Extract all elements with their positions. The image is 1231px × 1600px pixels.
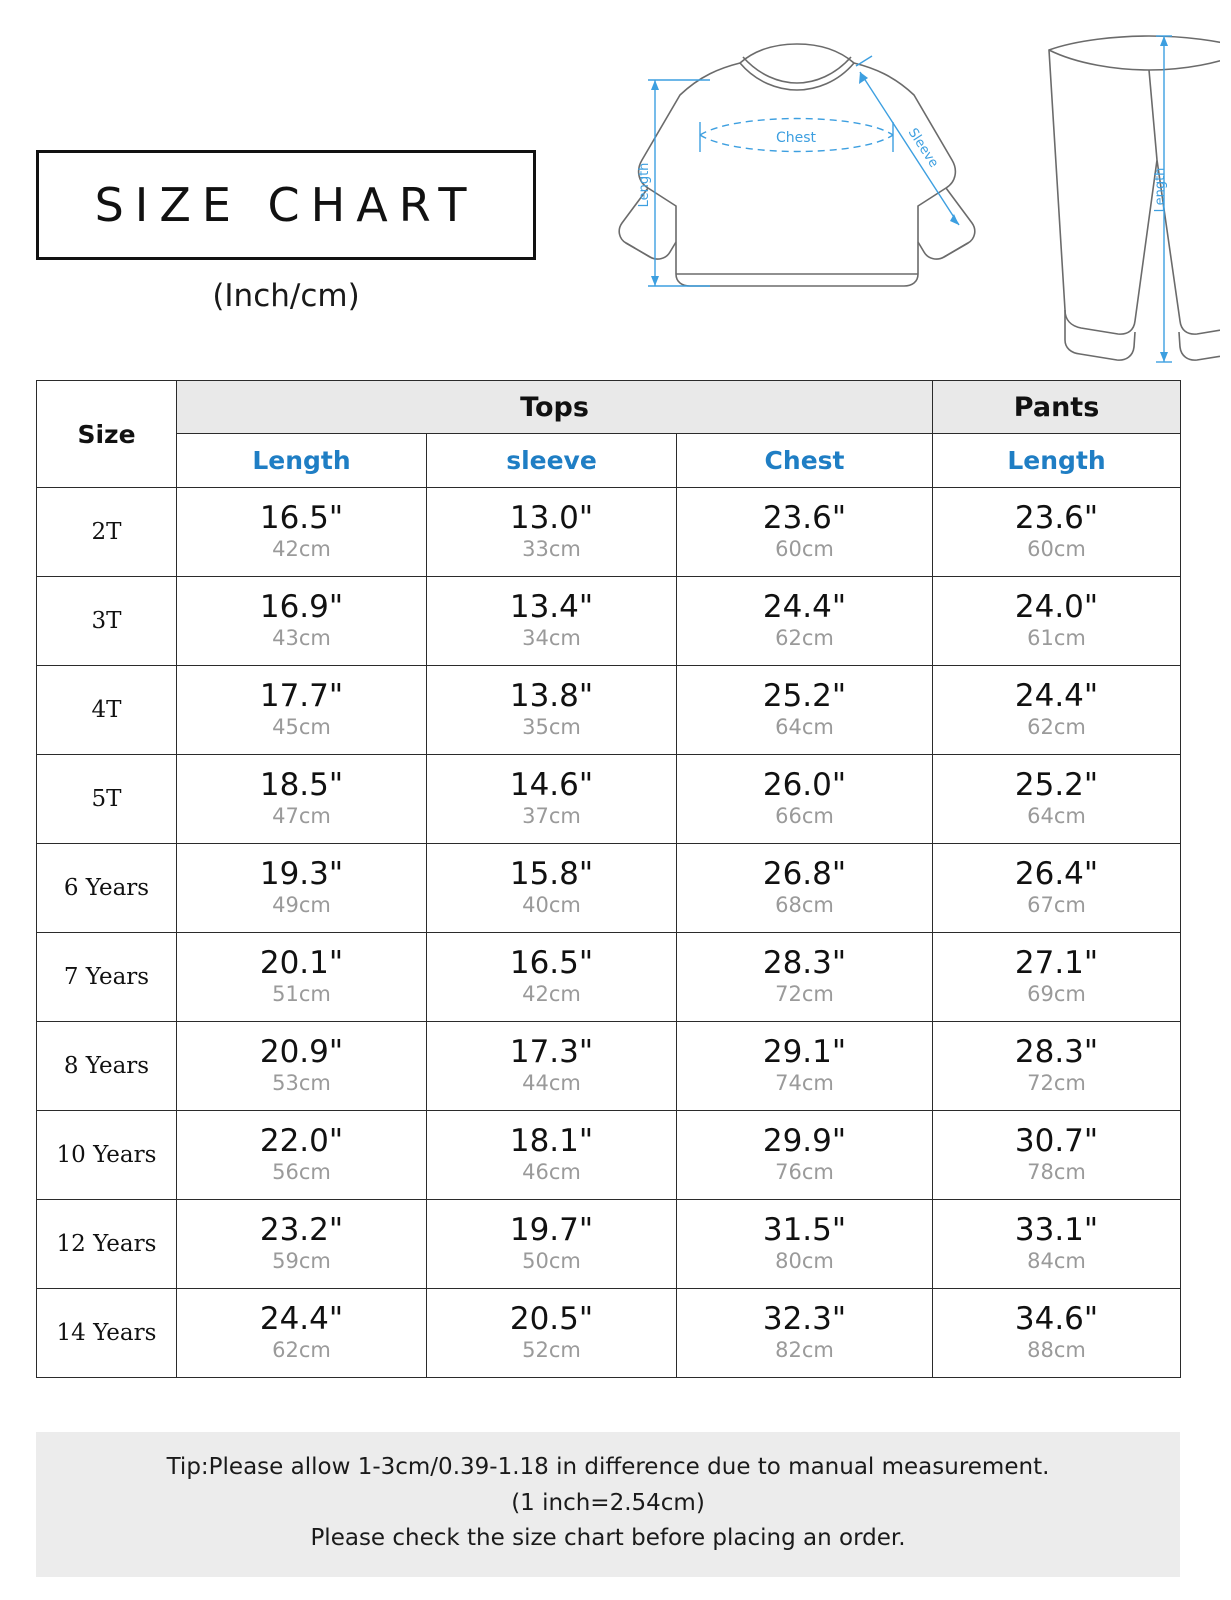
cell-tops-sleeve: [427, 1022, 677, 1111]
value-cm: 42cm: [272, 537, 331, 562]
value-inch: 25.2": [1014, 766, 1099, 803]
value-cm: 42cm: [522, 982, 581, 1007]
cell-tops-chest: [677, 1022, 933, 1111]
cell-tops-sleeve: [427, 577, 677, 666]
value-inch: 16.5": [509, 944, 594, 981]
diagram-chest-label: Chest: [775, 130, 817, 146]
cell-tops-length: [177, 1289, 427, 1378]
measurement-note: [36, 1432, 1180, 1577]
cell-tops-sleeve: [427, 844, 677, 933]
value-inch: 26.8": [762, 855, 847, 892]
value-inch: 23.6": [762, 499, 847, 536]
cell-tops-chest: [677, 666, 933, 755]
value-inch: 27.1": [1014, 944, 1099, 981]
row-size: 8 Years: [37, 1022, 177, 1111]
row-size: 7 Years: [37, 933, 177, 1022]
cell-pants-length: [933, 488, 1181, 577]
row-size: 14 Years: [37, 1289, 177, 1378]
diagram-top-length-label: Length: [637, 162, 652, 208]
value-cm: 82cm: [775, 1338, 834, 1363]
value-inch: 26.4": [1014, 855, 1099, 892]
value-cm: 40cm: [522, 893, 581, 918]
cell-pants-length: [933, 1200, 1181, 1289]
value-cm: 49cm: [272, 893, 331, 918]
value-inch: 20.1": [259, 944, 344, 981]
value-cm: 43cm: [272, 626, 331, 651]
row-size: 2T: [37, 488, 177, 577]
value-cm: 60cm: [775, 537, 834, 562]
value-cm: 33cm: [522, 537, 581, 562]
page-title: [36, 150, 536, 260]
value-cm: 59cm: [272, 1249, 331, 1274]
value-inch: 18.5": [259, 766, 344, 803]
cell-tops-sleeve: [427, 666, 677, 755]
cell-tops-sleeve: [427, 933, 677, 1022]
value-inch: 19.3": [259, 855, 344, 892]
row-size: 10 Years: [37, 1111, 177, 1200]
value-cm: 80cm: [775, 1249, 834, 1274]
value-cm: 64cm: [1027, 804, 1086, 829]
cell-tops-chest: [677, 1289, 933, 1378]
header-tops-sleeve: sleeve: [427, 434, 677, 488]
value-inch: 25.2": [762, 677, 847, 714]
value-cm: 78cm: [1027, 1160, 1086, 1185]
value-cm: 66cm: [775, 804, 834, 829]
cell-pants-length: [933, 666, 1181, 755]
header-tops-length: Length: [177, 434, 427, 488]
cell-tops-chest: [677, 1111, 933, 1200]
row-size: 5T: [37, 755, 177, 844]
value-inch: 17.3": [509, 1033, 594, 1070]
cell-tops-length: [177, 1022, 427, 1111]
value-cm: 74cm: [775, 1071, 834, 1096]
value-inch: 18.1": [509, 1122, 594, 1159]
table-row: [37, 844, 1181, 933]
cell-tops-chest: [677, 577, 933, 666]
header-tops-chest: Chest: [677, 434, 933, 488]
header-group-tops: Tops: [177, 381, 933, 434]
units-label: (Inch/cm): [212, 278, 360, 314]
value-inch: 24.4": [259, 1300, 344, 1337]
value-inch: 22.0": [259, 1122, 344, 1159]
note-line-3: Please check the size chart before placing an order.: [310, 1525, 906, 1552]
value-cm: 67cm: [1027, 893, 1086, 918]
value-cm: 34cm: [522, 626, 581, 651]
cell-tops-chest: [677, 844, 933, 933]
value-cm: 50cm: [522, 1249, 581, 1274]
cell-pants-length: [933, 933, 1181, 1022]
cell-pants-length: [933, 755, 1181, 844]
value-inch: 17.7": [259, 677, 344, 714]
row-size: 6 Years: [37, 844, 177, 933]
cell-tops-chest: [677, 488, 933, 577]
row-size: 3T: [37, 577, 177, 666]
cell-tops-length: [177, 933, 427, 1022]
cell-tops-length: [177, 1111, 427, 1200]
value-cm: 45cm: [272, 715, 331, 740]
value-inch: 23.6": [1014, 499, 1099, 536]
table-row: [37, 933, 1181, 1022]
value-inch: 34.6": [1014, 1300, 1099, 1337]
value-inch: 24.4": [1014, 677, 1099, 714]
diagram-sleeve-label: Sleeve: [904, 125, 942, 171]
value-inch: 19.7": [509, 1211, 594, 1248]
value-cm: 46cm: [522, 1160, 581, 1185]
cell-tops-chest: [677, 1200, 933, 1289]
table-header-groups: [37, 381, 1181, 434]
value-inch: 20.5": [509, 1300, 594, 1337]
value-inch: 29.1": [762, 1033, 847, 1070]
value-inch: 13.0": [509, 499, 594, 536]
diagram-pants-length-label: Length: [1153, 167, 1168, 213]
value-cm: 72cm: [1027, 1071, 1086, 1096]
value-cm: 60cm: [1027, 537, 1086, 562]
header-pants-length: Length: [933, 434, 1181, 488]
cell-tops-sleeve: [427, 1200, 677, 1289]
value-cm: 47cm: [272, 804, 331, 829]
value-cm: 62cm: [272, 1338, 331, 1363]
value-cm: 76cm: [775, 1160, 834, 1185]
table-header-columns: [37, 434, 1181, 488]
row-size: 4T: [37, 666, 177, 755]
table-row: [37, 1289, 1181, 1378]
cell-tops-length: [177, 1200, 427, 1289]
value-inch: 28.3": [1014, 1033, 1099, 1070]
value-inch: 16.9": [259, 588, 344, 625]
header-size: Size: [37, 381, 177, 488]
cell-tops-sleeve: [427, 1111, 677, 1200]
value-cm: 61cm: [1027, 626, 1086, 651]
value-inch: 32.3": [762, 1300, 847, 1337]
cell-tops-sleeve: [427, 488, 677, 577]
cell-tops-length: [177, 577, 427, 666]
value-cm: 44cm: [522, 1071, 581, 1096]
value-inch: 24.0": [1014, 588, 1099, 625]
cell-pants-length: [933, 1022, 1181, 1111]
value-inch: 29.9": [762, 1122, 847, 1159]
cell-tops-sleeve: [427, 755, 677, 844]
table-row: [37, 755, 1181, 844]
value-cm: 72cm: [775, 982, 834, 1007]
value-inch: 13.8": [509, 677, 594, 714]
size-chart-table: [36, 380, 1181, 1378]
garment-svg: [560, 10, 1220, 370]
cell-tops-chest: [677, 933, 933, 1022]
cell-pants-length: [933, 577, 1181, 666]
value-inch: 23.2": [259, 1211, 344, 1248]
table-row: [37, 666, 1181, 755]
value-cm: 62cm: [775, 626, 834, 651]
table-row: [37, 577, 1181, 666]
value-cm: 69cm: [1027, 982, 1086, 1007]
value-cm: 52cm: [522, 1338, 581, 1363]
value-cm: 68cm: [775, 893, 834, 918]
cell-pants-length: [933, 1289, 1181, 1378]
value-cm: 51cm: [272, 982, 331, 1007]
value-inch: 20.9": [259, 1033, 344, 1070]
row-size: 12 Years: [37, 1200, 177, 1289]
value-inch: 16.5": [259, 499, 344, 536]
value-cm: 35cm: [522, 715, 581, 740]
value-cm: 88cm: [1027, 1338, 1086, 1363]
cell-tops-sleeve: [427, 1289, 677, 1378]
table-row: [37, 1022, 1181, 1111]
garment-diagrams: [560, 10, 1220, 370]
header-group-pants: Pants: [933, 381, 1181, 434]
cell-tops-chest: [677, 755, 933, 844]
value-cm: 64cm: [775, 715, 834, 740]
cell-tops-length: [177, 488, 427, 577]
cell-tops-length: [177, 844, 427, 933]
value-inch: 15.8": [509, 855, 594, 892]
cell-tops-length: [177, 666, 427, 755]
value-inch: 30.7": [1014, 1122, 1099, 1159]
value-cm: 62cm: [1027, 715, 1086, 740]
table-row: [37, 488, 1181, 577]
value-inch: 24.4": [762, 588, 847, 625]
page-title-text: SIZE CHART: [94, 178, 478, 232]
header: [0, 0, 1231, 370]
value-inch: 13.4": [509, 588, 594, 625]
value-cm: 53cm: [272, 1071, 331, 1096]
value-cm: 56cm: [272, 1160, 331, 1185]
value-cm: 37cm: [522, 804, 581, 829]
value-inch: 33.1": [1014, 1211, 1099, 1248]
value-cm: 84cm: [1027, 1249, 1086, 1274]
cell-pants-length: [933, 844, 1181, 933]
value-inch: 26.0": [762, 766, 847, 803]
table-row: [37, 1111, 1181, 1200]
note-line-2: (1 inch=2.54cm): [511, 1489, 705, 1516]
table-row: [37, 1200, 1181, 1289]
cell-pants-length: [933, 1111, 1181, 1200]
value-inch: 28.3": [762, 944, 847, 981]
value-inch: 14.6": [509, 766, 594, 803]
cell-tops-length: [177, 755, 427, 844]
value-inch: 31.5": [762, 1211, 847, 1248]
note-line-1: Tip:Please allow 1-3cm/0.39-1.18 in difference due to manual measurement.: [166, 1454, 1050, 1480]
